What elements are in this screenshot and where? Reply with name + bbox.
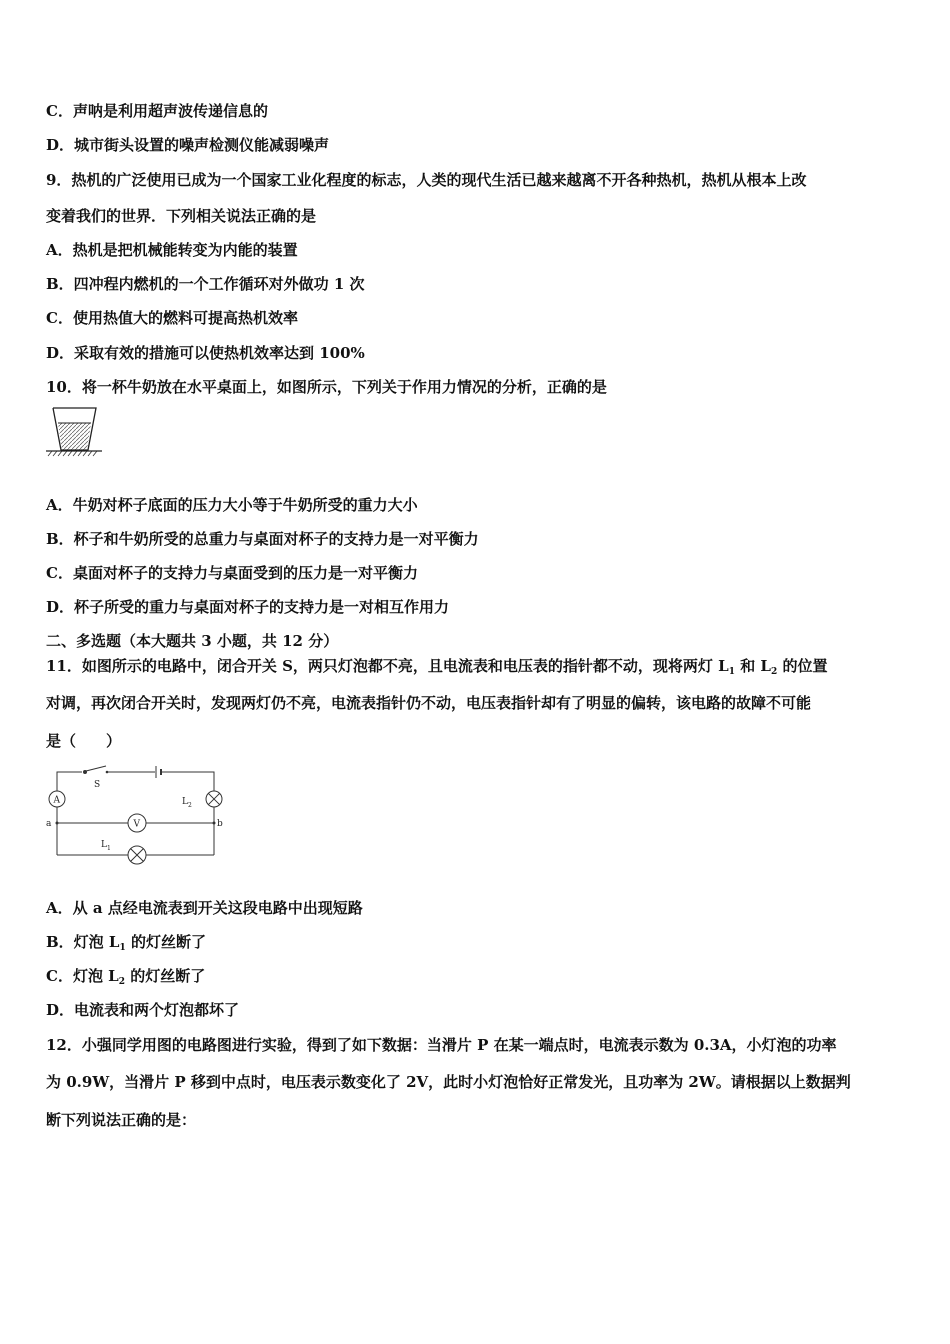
q11-circuit-diagram bbox=[44, 763, 228, 865]
q11-stem-line2: 对调，再次闭合开关时，发现两灯仍不亮，电流表指针仍不动，电压表指针却有了明显的偏转，该电路的故障不可能 bbox=[46, 694, 812, 712]
switch-label: S bbox=[94, 780, 101, 790]
q9-stem-line2: 变着我们的世界．下列相关说法正确的是 bbox=[46, 207, 317, 225]
lamp-l1-label: $L_1$ bbox=[101, 840, 111, 852]
q10-option-c: C．桌面对杯子的支持力与桌面受到的压力是一对平衡力 bbox=[46, 564, 418, 582]
lamp-l2-label: $L_2$ bbox=[182, 797, 192, 809]
q11-stem-line1: 11．如图所示的电路中，闭合开关 S，两只灯泡都不亮，且电流表和电压表的指针都不动，现将两灯 $L_1$ 和 $L_2$ 的位置 bbox=[46, 657, 828, 677]
q8-option-d: D．城市街头设置的噪声检测仪能减弱噪声 bbox=[46, 136, 330, 154]
q12-stem-line1: 12．小强同学用图的电路图进行实验，得到了如下数据：当滑片 P 在某一端点时，电流表示数为 0.3A，小灯泡的功率 bbox=[46, 1036, 837, 1054]
q11-option-b: B．灯泡 $L_1$ 的灯丝断了 bbox=[46, 933, 206, 953]
q9-stem-line1: 9．热机的广泛使用已成为一个国家工业化程度的标志，人类的现代生活已越来越离不开各种热机，热机从根本上改 bbox=[46, 171, 807, 189]
ammeter bbox=[49, 791, 65, 807]
point-a-label: a bbox=[46, 819, 52, 829]
battery bbox=[156, 766, 161, 778]
q10-option-b: B．杯子和牛奶所受的总重力与桌面对杯子的支持力是一对平衡力 bbox=[46, 530, 479, 548]
ammeter-label: A bbox=[53, 795, 60, 806]
q11-option-a: A．从 a 点经电流表到开关这段电路中出现短路 bbox=[46, 899, 363, 917]
q10-stem: 10．将一杯牛奶放在水平桌面上，如图所示，下列关于作用力情况的分析，正确的是 bbox=[46, 378, 607, 396]
q8-option-c: C．声呐是利用超声波传递信息的 bbox=[46, 102, 268, 120]
section-multiple-choice-heading: 二、多选题（本大题共 3 小题，共 12 分） bbox=[46, 632, 339, 650]
voltmeter-label: V bbox=[133, 819, 140, 830]
milk-cup bbox=[53, 408, 96, 450]
q11-stem-line3: 是（ ） bbox=[46, 732, 122, 750]
q11-option-d: D．电流表和两个灯泡都坏了 bbox=[46, 1001, 240, 1019]
q9-option-b: B．四冲程内燃机的一个工作循环对外做功 1 次 bbox=[46, 275, 365, 293]
table-surface bbox=[46, 451, 102, 456]
lamp-l2 bbox=[206, 791, 222, 807]
junction-a bbox=[56, 822, 59, 825]
point-b-label: b bbox=[217, 819, 223, 829]
switch-s bbox=[83, 766, 108, 774]
q10-option-d: D．杯子所受的重力与桌面对杯子的支持力是一对相互作用力 bbox=[46, 598, 450, 616]
q12-stem-line2: 为 0.9W，当滑片 P 移到中点时，电压表示数变化了 2V，此时小灯泡恰好正常发光，且功率为 2W。请根据以上数据判 bbox=[46, 1073, 851, 1091]
q12-stem-line3: 断下列说法正确的是： bbox=[46, 1111, 197, 1129]
q10-option-a: A．牛奶对杯子底面的压力大小等于牛奶所受的重力大小 bbox=[46, 496, 418, 514]
q9-option-a: A．热机是把机械能转变为内能的装置 bbox=[46, 241, 298, 259]
circuit-wires bbox=[57, 772, 214, 855]
q9-option-d: D．采取有效的措施可以使热机效率达到 100% bbox=[46, 344, 365, 362]
voltmeter bbox=[128, 814, 146, 832]
junction-b bbox=[213, 822, 216, 825]
milk-cup-figure bbox=[44, 405, 102, 459]
q11-option-c: C．灯泡 $L_2$ 的灯丝断了 bbox=[46, 967, 206, 987]
q9-option-c: C．使用热值大的燃料可提高热机效率 bbox=[46, 309, 298, 327]
lamp-l1 bbox=[128, 846, 146, 864]
